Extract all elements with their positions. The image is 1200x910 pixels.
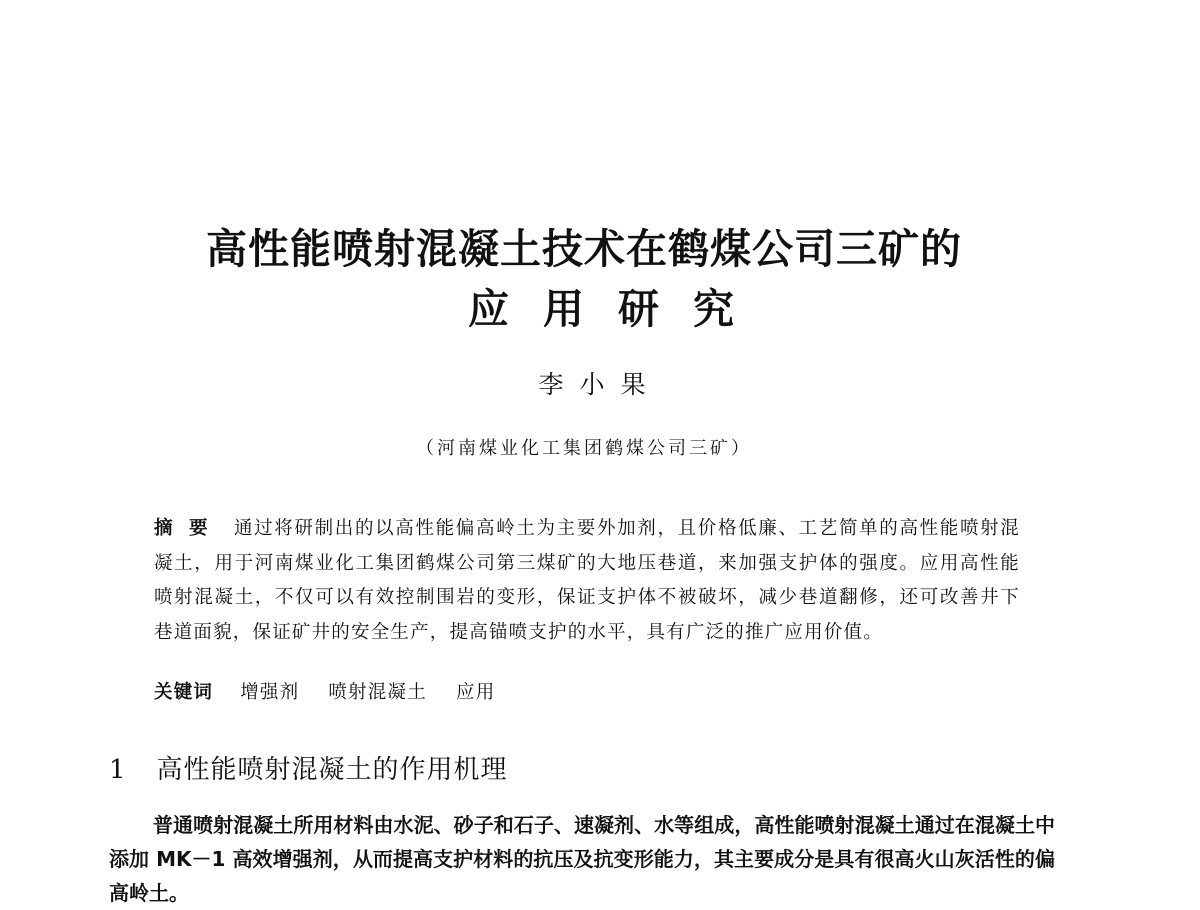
paper-title-line-1: 高性能喷射混凝土技术在鹤煤公司三矿的 [206,225,962,273]
section-heading [109,757,508,783]
abstract [154,512,1020,650]
keyword-item: 增强剂 [240,682,300,703]
abstract-label: 摘要 [154,518,224,539]
section-body-paragraph: 普通喷射混凝土所用材料由水泥、砂子和石子、速凝剂、水等组成，高性能喷射混凝土通过在混凝土中添加 MK－1 高效增强剂，从而提高支护材料的抗压及抗变形能力，其主要成分是具有很高火山灰活性的偏高岭土。 [109,813,1055,905]
paper-title-line-2: 应用研究 [468,285,768,333]
author-affiliation: （河南煤业化工集团鹤煤公司三矿） [416,438,752,459]
section-number: 1 [109,755,127,785]
keywords-label: 关键词 [154,682,214,703]
abstract-text: 通过将研制出的以高性能偏高岭土为主要外加剂，且价格低廉、工艺简单的高性能喷射混凝土，用于河南煤业化工集团鹤煤公司第三煤矿的大地压巷道，来加强支护体的强度。应用高性能喷射混凝土，不仅可以有效控制围岩的变形，保证支护体不被破坏，减少巷道翻修，还可改善井下巷道面貌，保证矿井的安全生产，提高锚喷支护的水平，具有广泛的推广应用价值。 [154,518,1020,643]
keywords [154,676,517,711]
section-title: 高性能喷射混凝土的作用机理 [156,755,508,785]
keyword-item: 应用 [456,682,496,703]
keyword-item: 喷射混凝土 [328,682,427,703]
author-name: 李小果 [538,370,662,399]
